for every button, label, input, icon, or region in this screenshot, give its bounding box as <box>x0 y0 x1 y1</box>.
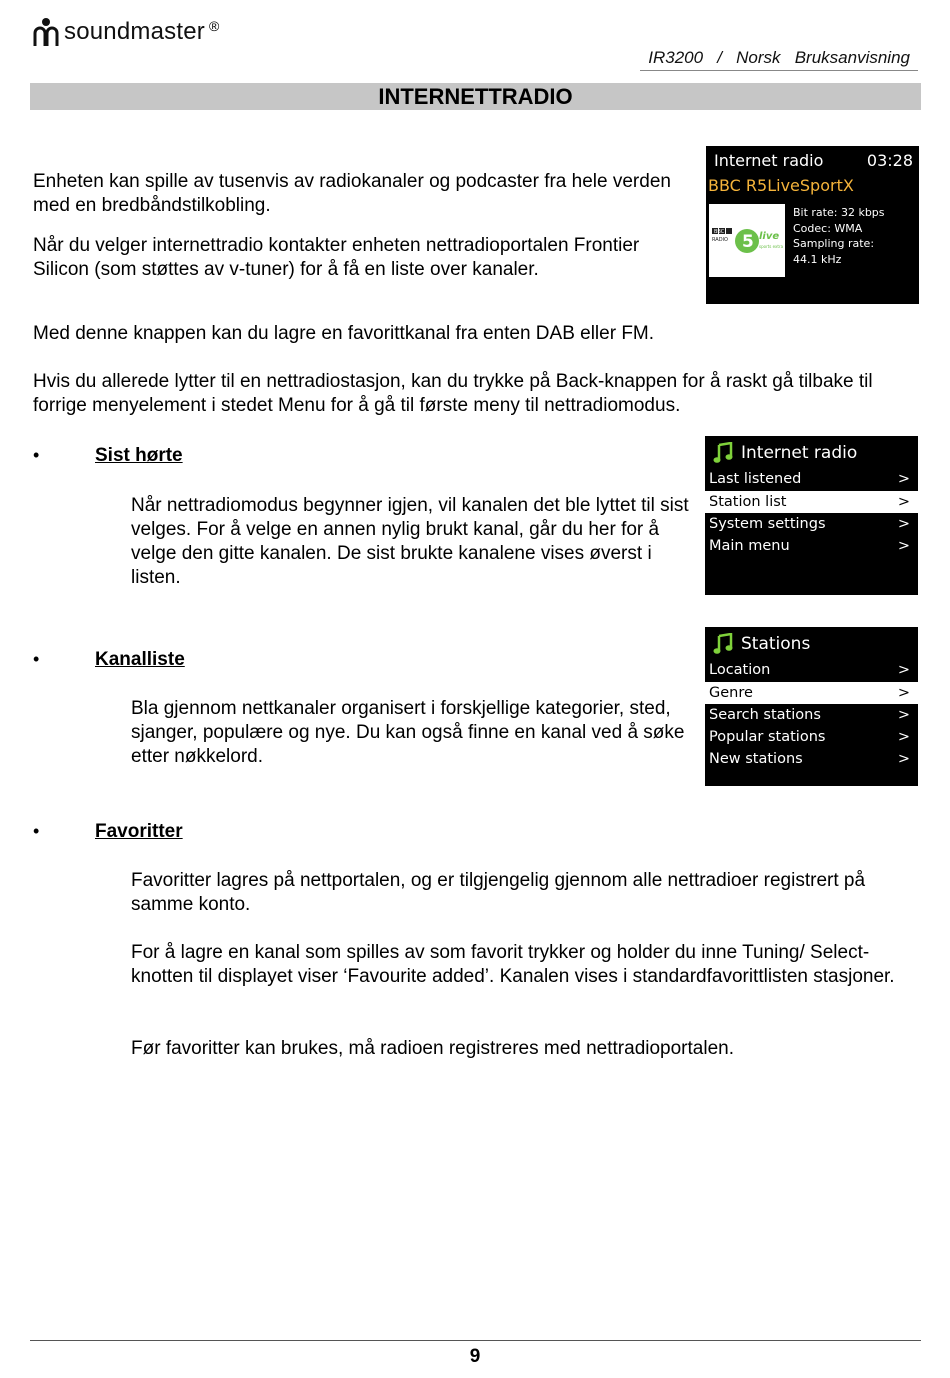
five-label: 5 <box>742 232 754 252</box>
menu-header <box>713 631 810 657</box>
chevron-right-icon: > <box>897 516 910 532</box>
sports-extra-label: sports extra <box>759 244 784 249</box>
menu-item-last-listened[interactable] <box>705 468 918 490</box>
soundmaster-logo-icon <box>32 17 60 47</box>
chevron-right-icon: > <box>897 729 910 745</box>
menu-item-new-stations[interactable] <box>705 748 918 770</box>
menu-item-system-settings[interactable] <box>705 513 918 535</box>
stations-menu-screen <box>705 627 918 786</box>
footer-divider <box>30 1340 921 1341</box>
menu-item-location[interactable] <box>705 659 918 681</box>
radio-label: RADIO <box>712 237 728 243</box>
brand-name: soundmaster <box>64 18 205 45</box>
chevron-right-icon: > <box>897 707 910 723</box>
favoritter-text-3: Før favoritter kan brukes, må radioen registreres med nettradioportalen. <box>131 1038 734 1059</box>
menu-item-main-menu[interactable] <box>705 535 918 557</box>
intro-paragraph-4: Hvis du allerede lytter til en nettradiostasjon, kan du trykke på Back-knappen for å raskt gå tilbake til forrige menyelement i stedet Menu for å gå til første meny til nettradiomodus. <box>33 371 873 416</box>
chevron-right-icon: > <box>897 662 910 678</box>
brand-logo <box>32 14 219 50</box>
heading-kanalliste: Kanalliste <box>95 649 185 670</box>
heading-favoritter: Favoritter <box>95 821 183 842</box>
intro-paragraph-3: Med denne knappen kan du lagre en favorittkanal fra enten DAB eller FM. <box>33 323 655 344</box>
live-label: live <box>759 231 780 242</box>
bbc-label: BBC <box>714 229 725 235</box>
bullet-marker: • <box>33 821 40 841</box>
menu-item-label: Location <box>709 662 771 678</box>
sist-horte-text: Når nettradiomodus begynner igjen, vil kanalen det ble lyttet til sist velges. For å velge en annen nylig brukt kanal, går du her for å velge den gitte kanalen. De sist brukte kanalene vises øverst i listen. <box>131 495 689 588</box>
section-title-bar <box>30 83 921 110</box>
menu-item-station-list[interactable] <box>705 491 918 513</box>
favoritter-text-2: For å lagre en kanal som spilles av som favorit trykker og holder du inne Tuning/ Select-knotten til displayet viser ‘Favourite added’. Kanalen vises i standardfavorittlisten stasjoner. <box>131 942 895 987</box>
menu-item-genre[interactable] <box>705 682 918 704</box>
menu-title: Stations <box>741 634 811 654</box>
now-playing-screen <box>706 146 919 304</box>
music-note-icon <box>713 442 733 464</box>
station-logo <box>709 204 785 277</box>
chevron-right-icon: > <box>897 471 910 487</box>
menu-item-label: New stations <box>709 751 803 767</box>
bbc-5-live-logo-icon <box>709 204 785 277</box>
chevron-right-icon: > <box>897 751 910 767</box>
chevron-right-icon: > <box>897 538 910 554</box>
menu-item-label: System settings <box>709 516 826 532</box>
menu-header <box>713 440 857 466</box>
internet-radio-menu-screen <box>705 436 918 595</box>
menu-title: Internet radio <box>741 443 858 463</box>
menu-item-label: Search stations <box>709 707 821 723</box>
menu-item-label: Last listened <box>709 471 802 487</box>
menu-item-label: Main menu <box>709 538 790 554</box>
section-title: INTERNETTRADIO <box>378 84 573 109</box>
menu-item-popular-stations[interactable] <box>705 726 918 748</box>
intro-paragraph-2: Når du velger internettradio kontakter enheten nettradioportalen Frontier Silicon (som støttes av v-tuner) for å få en liste over kanaler. <box>33 235 640 280</box>
screen-clock: 03:28 <box>866 151 913 170</box>
station-name: BBC R5LiveSportX <box>708 176 854 195</box>
document-reference: IR3200 / Norsk Bruksanvisning <box>640 48 918 71</box>
page-number: 9 <box>469 1346 481 1367</box>
screen-title: Internet radio <box>714 151 824 170</box>
menu-item-search-stations[interactable] <box>705 704 918 726</box>
registered-mark: ® <box>208 18 220 34</box>
favoritter-text-1: Favoritter lagres på nettportalen, og er tilgjengelig gjennom alle nettradioer registrert på samme konto. <box>131 870 866 915</box>
intro-paragraph-1: Enheten kan spille av tusenvis av radiokanaler og podcaster fra hele verden med en bredbåndstilkobling. <box>33 171 671 216</box>
chevron-right-icon: > <box>897 494 910 510</box>
music-note-icon <box>713 633 733 655</box>
stream-info: Bit rate: 32 kbps Codec: WMA Sampling rate: 44.1 kHz <box>793 206 885 266</box>
menu-item-label: Genre <box>709 685 753 701</box>
bullet-marker: • <box>33 649 40 669</box>
chevron-right-icon: > <box>897 685 910 701</box>
kanalliste-text: Bla gjennom nettkanaler organisert i forskjellige kategorier, sted, sjanger, populære og nye. Du kan også finne en kanal ved å søke etter nøkkelord. <box>131 698 685 767</box>
menu-item-label: Popular stations <box>709 729 826 745</box>
menu-item-label: Station list <box>709 494 787 510</box>
bullet-marker: • <box>33 445 40 465</box>
heading-sist-horte: Sist hørte <box>95 445 183 466</box>
